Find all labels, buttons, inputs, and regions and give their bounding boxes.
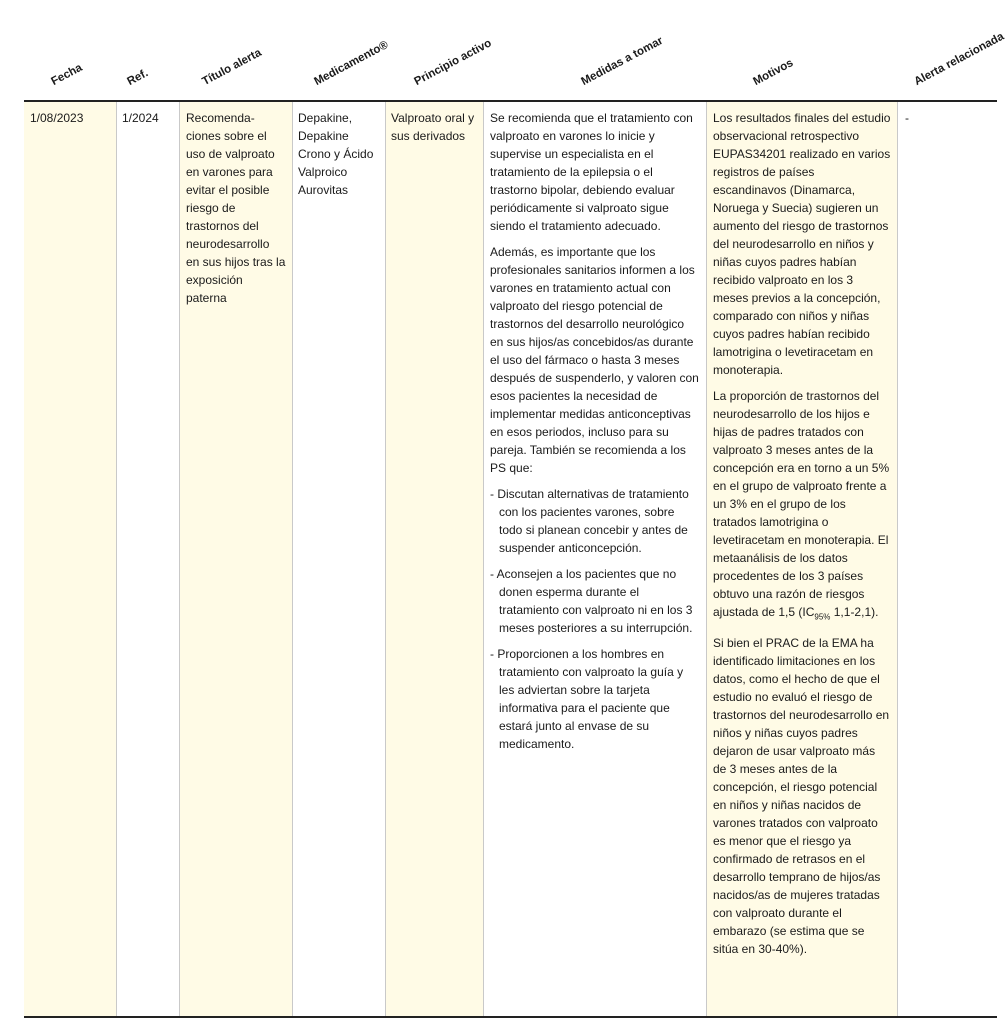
cell-motivos bbox=[713, 109, 891, 966]
header-fecha: Fecha bbox=[49, 61, 85, 88]
header-medicamento: Medicamento® bbox=[312, 38, 391, 88]
header-ref: Ref. bbox=[125, 67, 151, 88]
motivos-paragraph-1: Los resultados finales del estudio observacional retrospectivo EUPAS34201 realizado en varios registros de países escandinavos (Dinamarca, Noruega y Suecia) sugieren un aumento del riesgo de trastornos del neurodesarrollo en niños y niñas cuyos padres habían recibido valproato en los 3 meses previos a la concepción, comparado con niños y niñas cuyos padres habían recibido lamotrigina o levetiracetam en monoterapia. bbox=[713, 111, 891, 377]
column-divider bbox=[385, 102, 386, 1016]
header-principio: Principio activo bbox=[412, 37, 494, 88]
header-medidas: Medidas a tomar bbox=[579, 34, 666, 88]
medidas-list-item: - Proporcionen a los hombres en tratamiento con valproato la guía y les adviertan sobre la tarjeta informativa para el paciente que estará junto al envase de su medicamento. bbox=[490, 647, 684, 751]
column-divider bbox=[483, 102, 484, 1016]
motivos-text: La proporción de trastornos del neurodesarrollo de los hijos e hijas de padres tratados con valproato 3 meses antes de la concepción era en torno a un 5% en el grupo de valproato frente a un 3% en el grupo de los tratados lamotrigina o levetiracetam en monoterapia. El metaanálisis de los datos procedentes de los 3 países obtuvo una razón de riesgos ajustada de 1,5 (IC bbox=[713, 389, 890, 619]
medidas-paragraph-1: Se recomienda que el tratamiento con valproato en varones lo inicie y supervise un especialista en el tratamiento de la epilepsia o el trastorno bipolar, debiendo evaluar periódicamente si valproato sigue siendo el tratamiento adecuado. bbox=[490, 111, 693, 233]
column-divider bbox=[292, 102, 293, 1016]
header-titulo: Título alerta bbox=[200, 46, 264, 88]
table-bottom-rule bbox=[24, 1016, 997, 1018]
medidas-list bbox=[490, 485, 700, 753]
motivos-text: 1,1-2,1). bbox=[830, 605, 879, 619]
header-alerta: Alerta relacionada bbox=[912, 30, 1006, 88]
column-divider bbox=[116, 102, 117, 1016]
column-divider bbox=[897, 102, 898, 1016]
cell-medidas bbox=[490, 109, 700, 761]
cell-fecha: 1/08/2023 bbox=[30, 111, 84, 125]
cell-ref: 1/2024 bbox=[122, 111, 159, 125]
cell-medicamento: Depakine, Depakine Crono y Ácido Valproico Aurovitas bbox=[298, 111, 374, 197]
confidence-subscript: 95% bbox=[814, 612, 831, 622]
column-divider bbox=[179, 102, 180, 1016]
column-divider bbox=[706, 102, 707, 1016]
medidas-list-item: - Aconsejen a los pacientes que no donen esperma durante el tratamiento con valproato ni en los 3 meses posteriores a su interrupción. bbox=[490, 567, 693, 635]
cell-principio: Valproato oral y sus derivados bbox=[391, 111, 475, 143]
cell-alerta: - bbox=[905, 111, 909, 125]
medidas-paragraph-2: Además, es importante que los profesionales sanitarios informen a los varones en tratamiento actual con valproato del riesgo potencial de trastornos del desarrollo neurológico en sus hijos/as concebidos/as durante el uso del fármaco o hasta 3 meses después de suspenderlo, y valoren con esos pacientes la necesidad de implementar medidas anticonceptivas en esos periodos, incluso para su pareja. También se recomienda a los PS que: bbox=[490, 245, 699, 475]
cell-titulo: Recomenda- ciones sobre el uso de valproato en varones para evitar el posible riesgo de trastornos del neurodesarrollo en sus hijos tras la exposición paterna bbox=[186, 111, 286, 305]
column-shade-fecha bbox=[24, 102, 116, 1016]
motivos-paragraph-2 bbox=[713, 387, 891, 626]
header-motivos: Motivos bbox=[751, 57, 796, 88]
medidas-list-item: - Discutan alternativas de tratamiento con los pacientes varones, sobre todo si planean concebir y antes de suspender anticoncepción. bbox=[490, 487, 689, 555]
column-shade-principio bbox=[385, 102, 483, 1016]
motivos-paragraph-3: Si bien el PRAC de la EMA ha identificado limitaciones en los datos, como el hecho de que el estudio no evaluó el riesgo de trastornos del neurodesarrollo en niños y niñas cuyos padres dejaron de usar valproato más de 3 meses antes de la concepción, el riesgo potencial en niños y niñas nacidos de varones tratados con valproato es menor que el riesgo ya confirmado de retrasos en el desarrollo temprano de hijos/as nacidos/as de mujeres tratadas con valproato durante el embarazo (se estima que se sitúa en 30-40%). bbox=[713, 636, 890, 957]
